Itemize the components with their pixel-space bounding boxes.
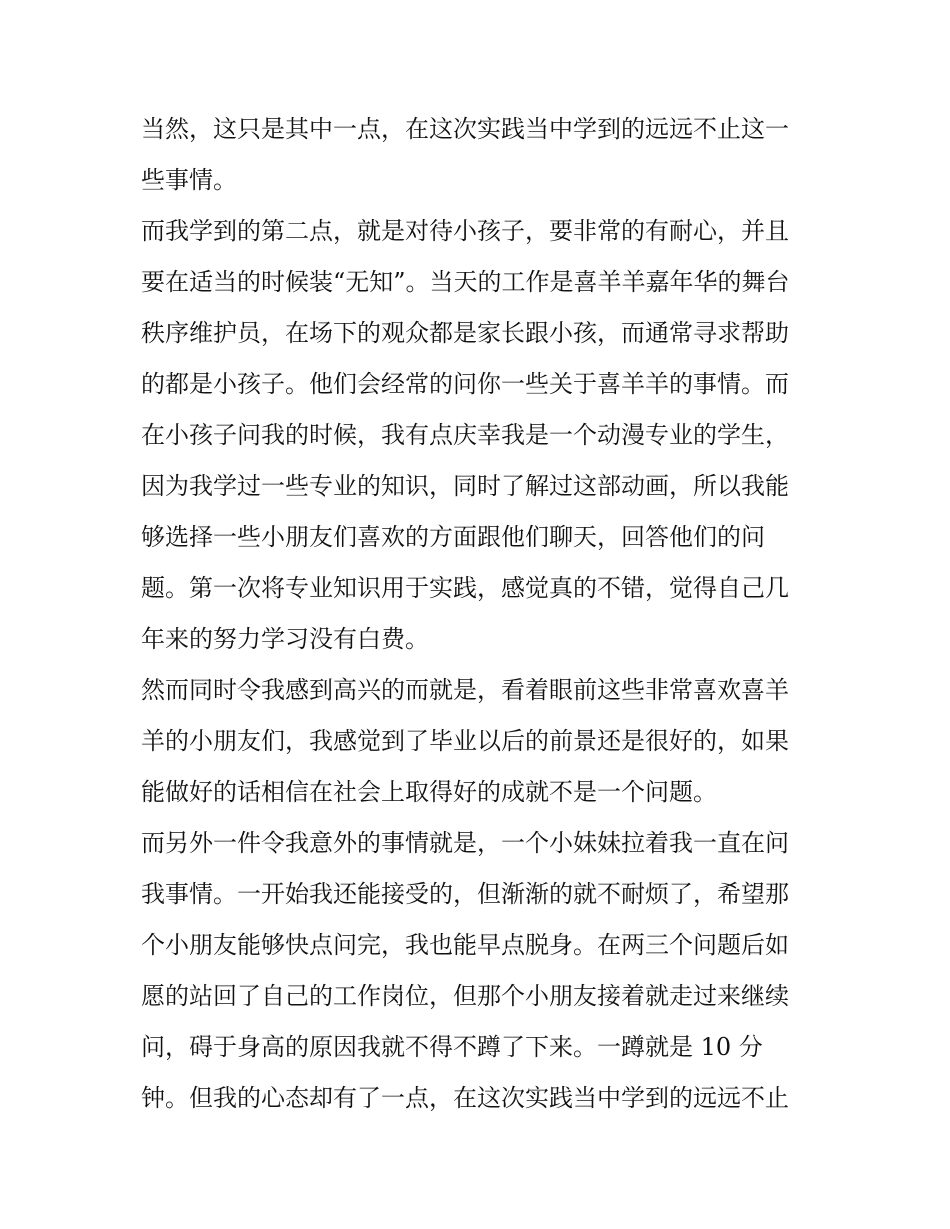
text-line: 因为我学过一些专业的知识，同时了解过这部动画，所以我能 bbox=[141, 472, 789, 500]
text-line: 羊的小朋友们，我感觉到了毕业以后的前景还是很好的，如果 bbox=[141, 727, 789, 755]
text-line: 些事情。 bbox=[141, 166, 237, 194]
text-line: 然而同时令我感到高兴的而就是，看着眼前这些非常喜欢喜羊 bbox=[141, 676, 789, 704]
text-line: 要在适当的时候装“无知”。当天的工作是喜羊羊嘉年华的舞台 bbox=[141, 268, 790, 296]
text-line: 当然，这只是其中一点，在这次实践当中学到的远远不止这一 bbox=[141, 115, 789, 143]
text-line: 个小朋友能够快点问完，我也能早点脱身。在两三个问题后如 bbox=[141, 931, 789, 959]
text-line: 而我学到的第二点，就是对待小孩子，要非常的有耐心，并且 bbox=[141, 217, 789, 245]
text-line: 能做好的话相信在社会上取得好的成就不是一个问题。 bbox=[141, 778, 717, 806]
text-line: 问，碍于身高的原因我就不得不蹲了下来。一蹲就是 10 分 bbox=[141, 1033, 763, 1061]
text-line: 的都是小孩子。他们会经常的问你一些关于喜羊羊的事情。而 bbox=[141, 370, 789, 398]
text-line: 钟。但我的心态却有了一点，在这次实践当中学到的远远不止 bbox=[141, 1084, 789, 1112]
text-line: 在小孩子问我的时候，我有点庆幸我是一个动漫专业的学生， bbox=[141, 421, 789, 449]
body-text bbox=[141, 104, 821, 1124]
text-line: 够选择一些小朋友们喜欢的方面跟他们聊天，回答他们的问 bbox=[141, 523, 765, 551]
text-line: 年来的努力学习没有白费。 bbox=[141, 625, 429, 653]
text-line: 题。第一次将专业知识用于实践，感觉真的不错，觉得自己几 bbox=[141, 574, 789, 602]
text-line: 我事情。一开始我还能接受的，但渐渐的就不耐烦了，希望那 bbox=[141, 880, 789, 908]
text-line: 愿的站回了自己的工作岗位，但那个小朋友接着就走过来继续 bbox=[141, 982, 789, 1010]
text-line: 秩序维护员，在场下的观众都是家长跟小孩，而通常寻求帮助 bbox=[141, 319, 789, 347]
text-line: 而另外一件令我意外的事情就是，一个小妹妹拉着我一直在问 bbox=[141, 829, 789, 857]
